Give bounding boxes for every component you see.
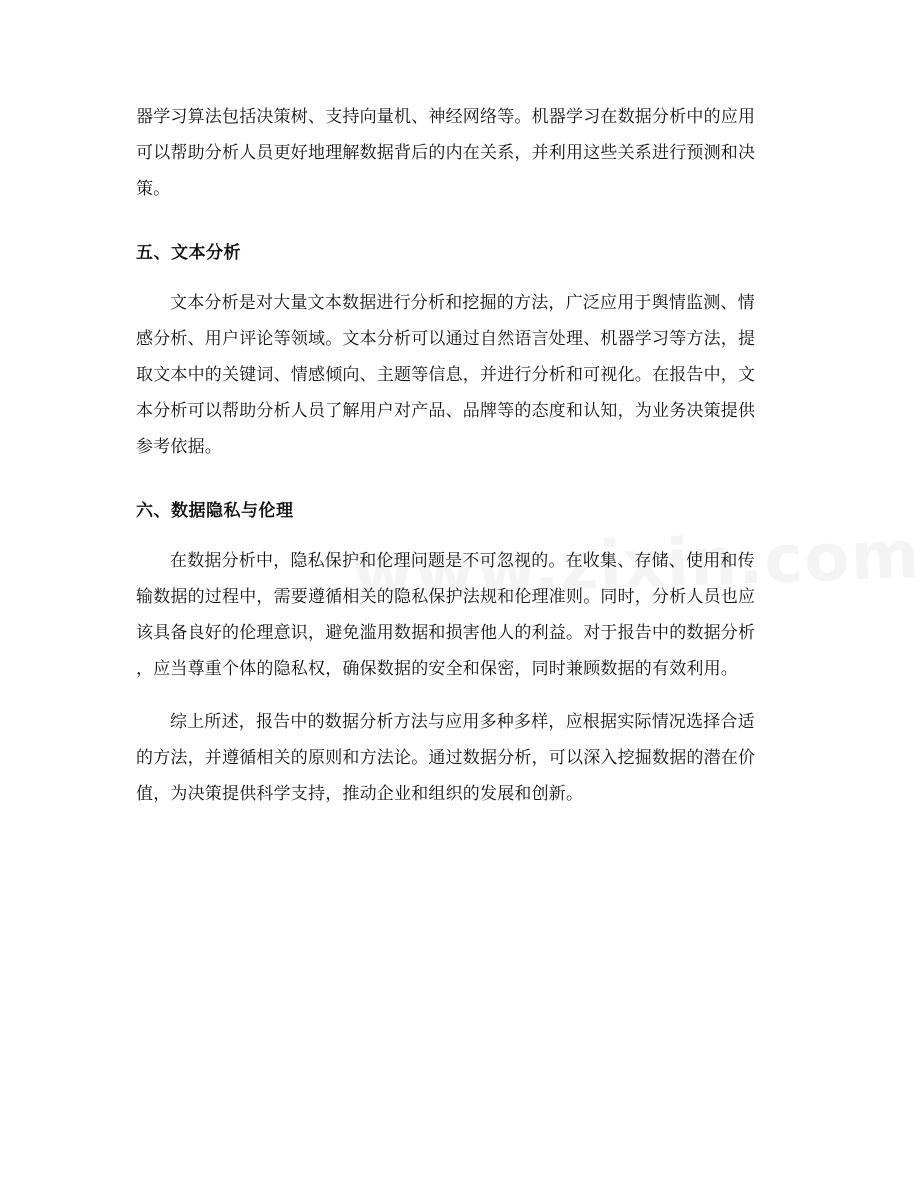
text-line: 参考依据。 [136, 437, 222, 457]
text-line: 输数据的过程中，需要遵循相关的隐私保护法规和伦理准则。同时，分析人员也应 [136, 587, 756, 607]
text-line: 该具备良好的伦理意识，避免滥用数据和损害他人的利益。对于报告中的数据分析 [136, 623, 756, 643]
document-content [136, 99, 786, 812]
section-heading-5: 五、文本分析 [136, 243, 241, 263]
text-line: 文本分析是对大量文本数据进行分析和挖掘的方法，广泛应用于舆情监测、情 [170, 293, 755, 313]
text-line: 的方法，并遵循相关的原则和方法论。通过数据分析，可以深入挖掘数据的潜在价 [136, 748, 756, 768]
text-line: 本分析可以帮助分析人员了解用户对产品、品牌等的态度和认知，为业务决策提供 [136, 401, 756, 421]
text-line: ，应当尊重个体的隐私权，确保数据的安全和保密，同时兼顾数据的有效利用。 [136, 659, 738, 679]
text-line: 器学习算法包括决策树、支持向量机、神经网络等。机器学习在数据分析中的应用 [136, 107, 756, 127]
text-line: 感分析、用户评论等领域。文本分析可以通过自然语言处理、机器学习等方法，提 [136, 329, 756, 349]
text-line: 策。 [136, 179, 171, 199]
paragraph-text-analysis [136, 285, 786, 465]
paragraph-intro [136, 99, 786, 207]
text-line: 可以帮助分析人员更好地理解数据背后的内在关系，并利用这些关系进行预测和决 [136, 143, 756, 163]
paragraph-conclusion [136, 704, 786, 812]
section-heading-6: 六、数据隐私与伦理 [136, 501, 294, 521]
text-line: 值，为决策提供科学支持，推动企业和组织的发展和创新。 [136, 784, 584, 804]
paragraph-privacy-ethics [136, 543, 786, 687]
text-line: 取文本中的关键词、情感倾向、主题等信息，并进行分析和可视化。在报告中，文 [136, 365, 756, 385]
text-line: 在数据分析中，隐私保护和伦理问题是不可忽视的。在收集、存储、使用和传 [170, 551, 755, 571]
text-line: 综上所述，报告中的数据分析方法与应用多种多样，应根据实际情况选择合适 [170, 712, 755, 732]
